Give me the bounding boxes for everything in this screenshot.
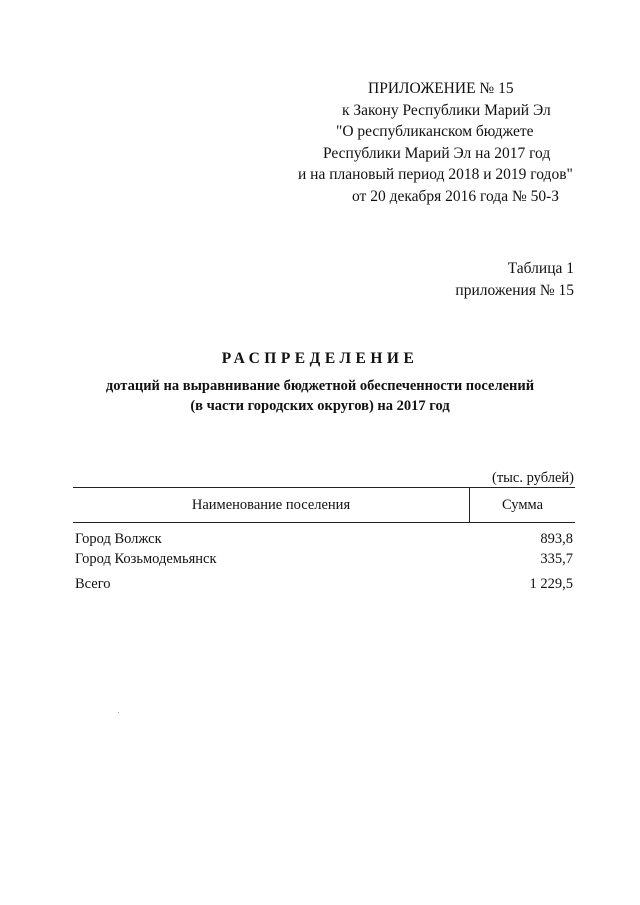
- subtitle-line-1: дотаций на выравнивание бюджетной обеспеченности поселений: [105, 378, 535, 394]
- column-header-name: Наименование поселения: [73, 488, 470, 522]
- page-title: РАСПРЕДЕЛЕНИЕ: [221, 350, 419, 367]
- table-reference: [455, 258, 574, 302]
- row-name: Город Волжск: [75, 531, 162, 547]
- table-number: Таблица 1: [507, 260, 574, 277]
- appendix-number: ПРИЛОЖЕНИЕ № 15: [368, 80, 514, 97]
- table-header: [73, 487, 575, 523]
- table-appendix: приложения № 15: [455, 282, 574, 299]
- law-reference: к Закону Республики Марий Эл: [342, 101, 551, 119]
- row-name: Город Козьмодемьянск: [75, 551, 217, 567]
- table-row-total: [75, 576, 573, 596]
- law-date: от 20 декабря 2016 года № 50-З: [352, 187, 560, 205]
- table-row: [75, 551, 573, 571]
- page-subtitle: [0, 376, 640, 416]
- law-title-line-3: и на плановый период 2018 и 2019 годов": [298, 166, 573, 183]
- units-label: (тыс. рублей): [492, 470, 574, 486]
- total-value: 1 229,5: [529, 576, 573, 592]
- row-value: 335,7: [540, 551, 573, 567]
- law-title-line-1: "О республиканском бюджете: [336, 123, 534, 140]
- row-value: 893,8: [540, 531, 573, 547]
- total-label: Всего: [75, 576, 111, 592]
- column-header-sum: Сумма: [501, 496, 544, 513]
- law-title-line-2: Республики Марий Эл на 2017 год: [323, 144, 551, 162]
- table-row: [75, 531, 573, 551]
- subtitle-line-2: (в части городских округов) на 2017 год: [190, 398, 450, 414]
- appendix-header: [240, 78, 600, 207]
- scan-speck: [118, 712, 119, 713]
